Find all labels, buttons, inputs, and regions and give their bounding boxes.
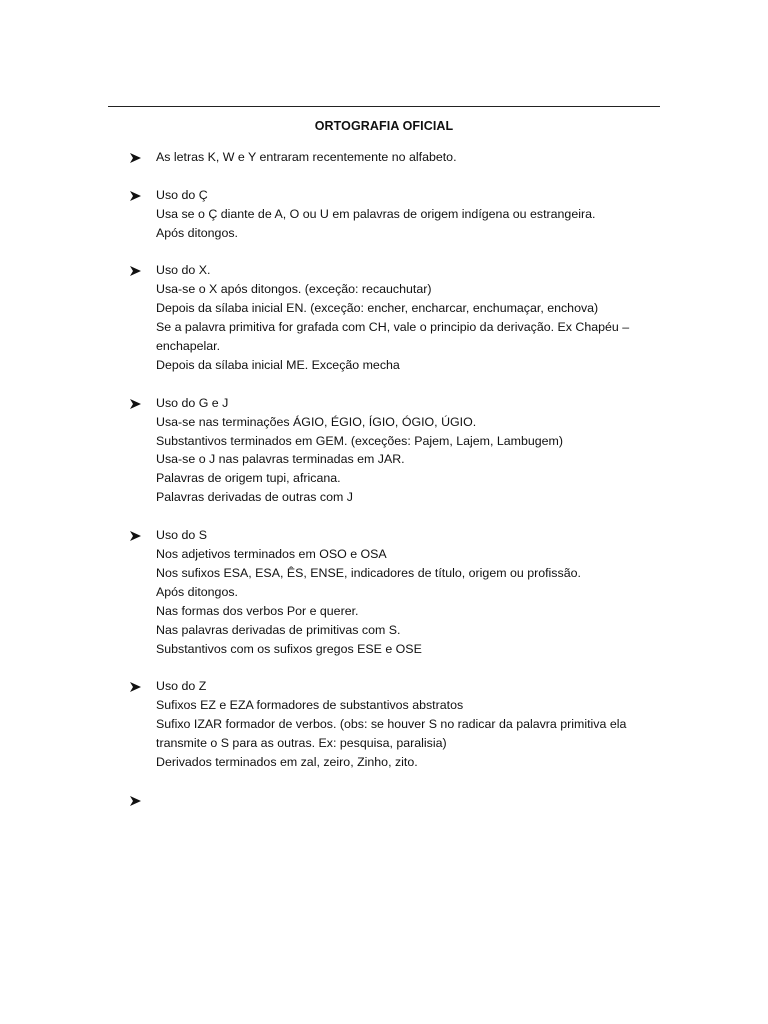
bullet-item [0,148,768,167]
line-text: Palavras derivadas de outras com J [156,490,353,505]
bullet-section [0,261,768,374]
bullet-text: As letras K, W e Y entraram recentemente no alfabeto. [156,150,457,164]
body-line [0,205,768,224]
line-text: Nos sufixos ESA, ESA, ÊS, ENSE, indicadores de título, origem ou profissão. [156,565,581,580]
body-line [0,545,768,564]
body-line [0,337,768,356]
bullet-text: Uso do S [156,528,207,543]
line-text: Palavras de origem tupi, africana. [156,471,341,486]
arrowhead-bullet-icon [130,526,141,541]
body-line [0,299,768,318]
bullet-section [0,186,768,243]
bullet-item [0,677,768,696]
arrowhead-bullet-icon [130,261,141,276]
arrowhead-bullet-icon [130,148,141,163]
bullet-section [0,526,768,658]
body-line [0,224,768,243]
body-line [0,469,768,488]
arrowhead-bullet-icon [130,677,141,692]
line-text: Usa-se nas terminações ÁGIO, ÉGIO, ÍGIO, ÓGIO, ÚGIO. [156,414,477,429]
line-text: transmite o S para as outras. Ex: pesquisa, paralisia) [156,736,447,751]
bullet-text: Uso do X. [156,263,211,278]
bullet-item [0,261,768,280]
line-text: Sufixos EZ e EZA formadores de substantivos abstratos [156,698,464,713]
body-line [0,450,768,469]
body-line [0,413,768,432]
line-text: enchapelar. [156,339,221,354]
body-line [0,734,768,753]
bullet-section [0,791,768,810]
body-line [0,432,768,451]
body-line [0,488,768,507]
bullet-section [0,677,768,772]
document-body [0,148,768,810]
line-text: Depois da sílaba inicial ME. Exceção mecha [156,357,400,372]
bullet-text: Uso do Z [156,679,207,694]
line-text: Nos adjetivos terminados em OSO e OSA [156,546,387,561]
body-line [0,583,768,602]
body-line [0,602,768,621]
bullet-item [0,526,768,545]
body-line [0,318,768,337]
arrowhead-bullet-icon [130,791,141,806]
line-text: Se a palavra primitiva for grafada com CH, vale o principio da derivação. Ex Chapéu – [156,320,630,335]
line-text: Nas formas dos verbos Por e querer. [156,603,359,618]
body-line [0,564,768,583]
line-text: Usa se o Ç diante de A, O ou U em palavras de origem indígena ou estrangeira. [156,206,596,221]
bullet-item [0,394,768,413]
line-text: Nas palavras derivadas de primitivas com S. [156,622,401,637]
body-line [0,715,768,734]
body-line [0,696,768,715]
bullet-section [0,148,768,167]
line-text: Depois da sílaba inicial EN. (exceção: encher, encharcar, enchumaçar, enchova) [156,301,599,316]
arrowhead-bullet-icon [130,394,141,409]
bullet-text: Uso do Ç [156,187,208,202]
body-line [0,753,768,772]
body-line [0,640,768,659]
document-title: ORTOGRAFIA OFICIAL [314,119,454,133]
header-rule [108,106,660,107]
body-line [0,621,768,640]
line-text: Usa-se o X após ditongos. (exceção: recauchutar) [156,282,432,297]
line-text: Substantivos com os sufixos gregos ESE e OSE [156,641,422,656]
line-text: Derivados terminados em zal, zeiro, Zinho, zito. [156,754,418,769]
bullet-section [0,394,768,507]
bullet-item [0,186,768,205]
line-text: Substantivos terminados em GEM. (exceções: Pajem, Lajem, Lambugem) [156,433,563,448]
line-text: Usa-se o J nas palavras terminadas em JAR. [156,452,405,467]
body-line [0,280,768,299]
bullet-item [0,791,768,810]
line-text: Após ditongos. [156,584,238,599]
arrowhead-bullet-icon [130,186,141,201]
line-text: Após ditongos. [156,225,238,240]
bullet-text: Uso do G e J [156,395,229,410]
body-line [0,356,768,375]
line-text: Sufixo IZAR formador de verbos. (obs: se houver S no radicar da palavra primitiva ela [156,717,627,732]
